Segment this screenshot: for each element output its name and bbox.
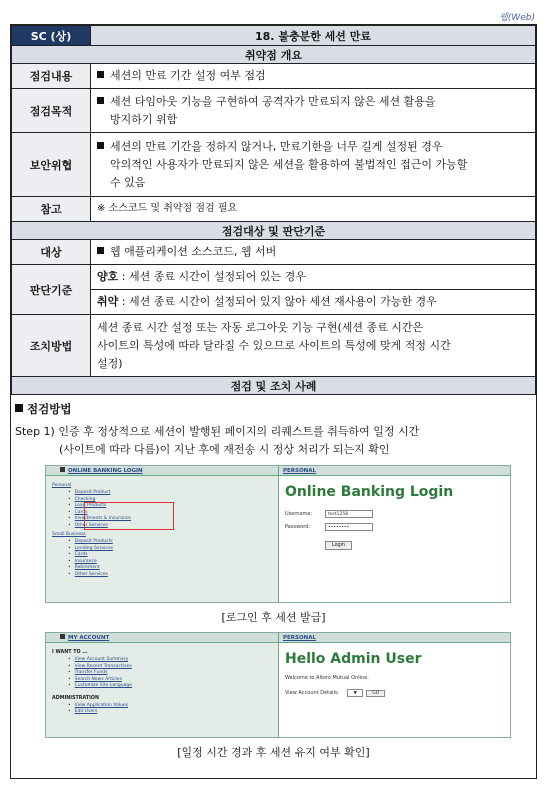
sidebar-item[interactable]: • Investments & Insurance	[68, 516, 272, 523]
lock-icon	[60, 467, 65, 472]
security-threat-line1: 세션의 만료 기간을 정하지 않거나, 만료기한을 너무 길게 설정된 경우	[110, 139, 443, 153]
login-sidebar	[46, 476, 278, 602]
account-select[interactable]: ▼	[347, 689, 363, 697]
account-details-row	[285, 689, 504, 697]
account-screenshot-bar	[46, 633, 510, 643]
login-heading: Online Banking Login	[285, 484, 454, 500]
target-label: 대상	[12, 240, 91, 265]
item-title: 18. 불충분한 세션 만료	[91, 26, 536, 46]
account-caption: [일정 시간 경과 후 세션 유지 여부 확인]	[177, 746, 370, 759]
bullet-square-icon	[15, 404, 23, 412]
login-screenshot	[45, 465, 511, 603]
judgement-weak	[91, 290, 536, 315]
action-line1: 세션 종료 시간 설정 또는 자동 로그아웃 기능 구현(세션 종료 시간은	[97, 320, 424, 334]
security-threat-line3: 수 있음	[110, 175, 146, 189]
sidebar-item[interactable]: • Insurance	[68, 559, 272, 566]
login-caption: [로그인 후 세션 발급]	[221, 611, 326, 624]
step-line1: Step 1) 인증 후 정상적으로 세션이 발행된 페이지의 리퀘스트를 취득하여 일정 시간	[15, 425, 420, 438]
bullet-square-icon	[97, 71, 104, 78]
step-line2: (사이트에 따라 다름)이 지난 후에 재전송 시 정상 처리가 되는지 확인	[59, 443, 390, 456]
bullet-square-icon	[97, 142, 104, 149]
password-label: Password:	[285, 524, 311, 530]
action-line2: 사이트의 특성에 따라 달라질 수 있으므로 사이트의 특성에 맞게 적정 시간	[97, 338, 451, 352]
check-content-label: 점검내용	[12, 64, 91, 89]
sidebar-item[interactable]: • Search News Articles	[68, 677, 272, 684]
check-content-cell	[91, 64, 536, 89]
weak-label: 취약	[97, 295, 119, 308]
sidebar-item[interactable]: • Loan Products	[68, 503, 272, 510]
sidebar-item[interactable]: • Retirement	[68, 565, 272, 572]
login-button[interactable]: Login	[325, 541, 352, 550]
sidebar-item[interactable]: • View Account Summary	[68, 657, 272, 664]
method-section	[11, 395, 536, 760]
method-title	[15, 401, 532, 417]
check-purpose-cell	[91, 89, 536, 133]
username-row	[285, 510, 504, 518]
item-code: SC (상)	[12, 26, 91, 46]
weak-text: : 세션 종료 시간이 설정되어 있지 않아 세션 재사용이 가능한 경우	[118, 295, 437, 308]
account-main	[278, 643, 510, 737]
judgement-label: 판단기준	[12, 265, 91, 315]
sidebar-item[interactable]: • Checking	[68, 497, 272, 504]
lock-icon	[60, 634, 65, 639]
judgement-good	[91, 265, 536, 290]
check-content-text: 세션의 만료 기간 설정 여부 점검	[110, 69, 266, 82]
target-text: 웹 애플리케이션 소스코드, 웹 서버	[110, 245, 277, 258]
welcome-text: Welcome to Altoro Mutual Online.	[285, 675, 369, 681]
bar-right-link[interactable]: PERSONAL	[278, 466, 510, 475]
good-label: 양호	[97, 270, 119, 283]
reference-text: ※ 소스코드 및 취약점 점검 필요	[91, 197, 536, 222]
good-text: : 세션 종료 시간이 설정되어 있는 경우	[118, 270, 306, 283]
highlight-box	[84, 502, 174, 530]
action-label: 조치방법	[12, 315, 91, 377]
section-overview-title: 취약점 개요	[12, 46, 536, 64]
action-cell	[91, 315, 536, 377]
sidebar-item[interactable]: • Other Services	[68, 572, 272, 579]
sidebar-item[interactable]: • Cards	[68, 510, 272, 517]
sidebar-item[interactable]: • View Recent Transactions	[68, 664, 272, 671]
check-purpose-line1: 세션 타임아웃 기능을 구현하여 공격자가 만료되지 않은 세션 활용을	[110, 94, 436, 108]
sidebar-item[interactable]: • View Application Values	[68, 703, 272, 710]
sidebar-section-personal[interactable]: Personal	[52, 483, 72, 488]
password-input[interactable]: ••••••••	[325, 523, 373, 531]
sidebar-section-i-want-to: I WANT TO ...	[52, 650, 88, 655]
category-tag: 웹(Web)	[499, 13, 535, 23]
login-main	[278, 476, 510, 602]
bar-left-link[interactable]: MY ACCOUNT	[46, 633, 278, 642]
target-cell	[91, 240, 536, 265]
check-purpose-label: 점검목적	[12, 89, 91, 133]
method-title-text: 점검방법	[27, 402, 72, 416]
password-row	[285, 523, 504, 531]
sidebar-item[interactable]: • Customize Site Language	[68, 683, 272, 690]
sidebar-item[interactable]: • Lending Services	[68, 546, 272, 553]
section-examples-title: 점검 및 조치 사례	[12, 377, 536, 395]
sidebar-section-administration: ADMINISTRATION	[52, 695, 99, 701]
sidebar-section-small-business[interactable]: Small Business	[52, 532, 86, 537]
sidebar-item[interactable]: • Edit Users	[68, 709, 272, 716]
username-label: Username:	[285, 511, 313, 517]
sidebar-item[interactable]: • Transfer Funds	[68, 670, 272, 677]
account-sidebar	[46, 643, 278, 737]
bullet-square-icon	[97, 247, 104, 254]
account-heading: Hello Admin User	[285, 651, 422, 667]
username-input[interactable]: test1258	[325, 510, 373, 518]
sidebar-item[interactable]: • Other Services	[68, 523, 272, 530]
check-purpose-line2: 방지하기 위함	[110, 112, 178, 126]
document-frame	[10, 24, 537, 779]
login-screenshot-bar	[46, 466, 510, 476]
bar-right-link[interactable]: PERSONAL	[278, 633, 510, 642]
reference-label: 참고	[12, 197, 91, 222]
sidebar-item[interactable]: • Deposit Product	[68, 490, 272, 497]
security-threat-label: 보안위협	[12, 133, 91, 197]
account-screenshot	[45, 632, 511, 738]
section-criteria-title: 점검대상 및 판단기준	[12, 222, 536, 240]
bar-left-link[interactable]: ONLINE BANKING LOGIN	[46, 466, 278, 475]
action-line3: 설정)	[97, 356, 123, 370]
security-threat-cell	[91, 133, 536, 197]
security-threat-line2: 악의적인 사용자가 만료되지 않은 세션을 활용하여 불법적인 접근이 가능할	[110, 157, 468, 171]
sidebar-item[interactable]: • Deposit Products	[68, 539, 272, 546]
sidebar-item[interactable]: • Cards	[68, 552, 272, 559]
info-table	[11, 25, 536, 395]
go-button[interactable]: GO	[366, 690, 385, 697]
bullet-square-icon	[97, 97, 104, 104]
account-details-label: View Account Details:	[285, 690, 340, 696]
